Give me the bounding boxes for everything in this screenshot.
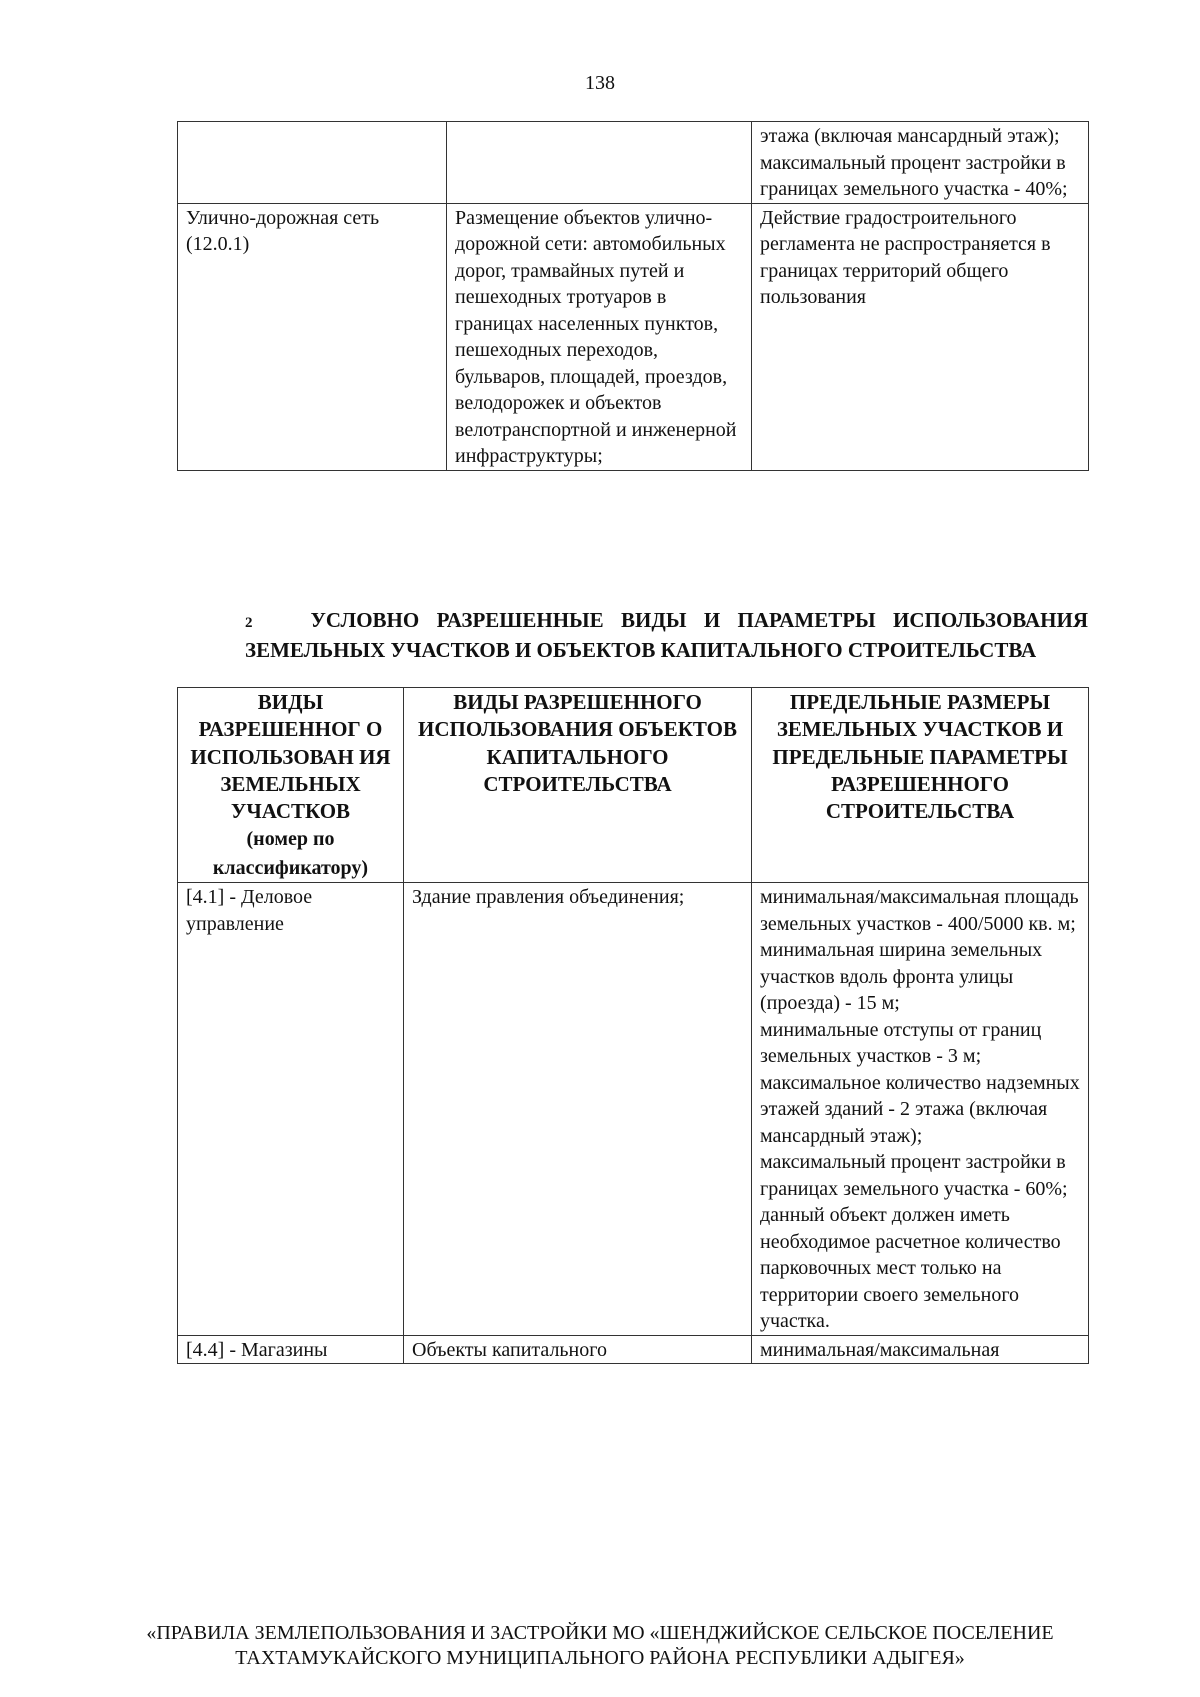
page-number: 138 <box>585 72 615 94</box>
table-cell <box>178 122 447 204</box>
table-cell: этажа (включая мансардный этаж); максимальный процент застройки в границах земельного участка - 40%; <box>752 122 1089 204</box>
table-row <box>178 122 1089 204</box>
table-header-row <box>178 688 1089 883</box>
table-conditional-uses <box>177 687 1089 1364</box>
table-cell: минимальная/максимальная <box>752 1335 1089 1364</box>
table-cell: [4.4] - Магазины <box>178 1335 404 1364</box>
table-cell: Здание правления объединения; <box>404 883 752 1336</box>
column-header: ВИДЫ РАЗРЕШЕННОГО ИСПОЛЬЗОВАНИЯ ОБЪЕКТОВ КАПИТАЛЬНОГО СТРОИТЕЛЬСТВА <box>404 688 752 883</box>
page-footer <box>0 1621 1200 1671</box>
section-title: УСЛОВНО РАЗРЕШЕННЫЕ ВИДЫ И ПАРАМЕТРЫ ИСПОЛЬЗОВАНИЯ ЗЕМЕЛЬНЫХ УЧАСТКОВ И ОБЪЕКТОВ КАПИТАЛЬНОГО СТРОИТЕЛЬСТВА <box>245 608 1088 662</box>
table-cell: Объекты капитального <box>404 1335 752 1364</box>
table-cell: минимальная/максимальная площадь земельных участков - 400/5000 кв. м; минимальная ширина земельных участков вдоль фронта улицы (проезда) - 15 м; минимальные отступы от границ земельных участков - 3 м; максимальное количество надземных этажей зданий - 2 этажа (включая мансардный этаж); максимальный процент застройки в границах земельного участка - 60%; данный объект должен иметь необходимое расчетное количество парковочных мест только на территории своего земельного участка. <box>752 883 1089 1336</box>
table-permitted-uses-continued <box>177 121 1089 471</box>
footer-line: «ПРАВИЛА ЗЕМЛЕПОЛЬЗОВАНИЯ И ЗАСТРОЙКИ МО «ШЕНДЖИЙСКОЕ СЕЛЬСКОЕ ПОСЕЛЕНИЕ <box>146 1622 1054 1644</box>
table-row <box>178 203 1089 470</box>
column-header-sub: (номер по классификатору) <box>212 828 369 879</box>
table-cell <box>447 122 752 204</box>
table-cell: Размещение объектов улично-дорожной сети: автомобильных дорог, трамвайных путей и пешеходных тротуаров в границах населенных пунктов, пешеходных переходов, бульваров, площадей, проездов, велодорожек и объектов велотранспортной и инженерной инфраструктуры; <box>447 203 752 470</box>
table-row <box>178 883 1089 1336</box>
column-header <box>178 688 404 883</box>
section-number: 2 <box>245 615 253 631</box>
section-heading <box>245 607 1088 664</box>
table-cell: Действие градостроительного регламента не распространяется в границах территорий общего пользования <box>752 203 1089 470</box>
table-cell: [4.1] - Деловое управление <box>178 883 404 1336</box>
column-header-main: ВИДЫ РАЗРЕШЕННОГ О ИСПОЛЬЗОВАН ИЯ ЗЕМЕЛЬНЫХ УЧАСТКОВ <box>190 690 391 824</box>
table-cell: Улично-дорожная сеть (12.0.1) <box>178 203 447 470</box>
table-row <box>178 1335 1089 1364</box>
footer-line: ТАХТАМУКАЙСКОГО МУНИЦИПАЛЬНОГО РАЙОНА РЕСПУБЛИКИ АДЫГЕЯ» <box>235 1647 965 1669</box>
column-header: ПРЕДЕЛЬНЫЕ РАЗМЕРЫ ЗЕМЕЛЬНЫХ УЧАСТКОВ И ПРЕДЕЛЬНЫЕ ПАРАМЕТРЫ РАЗРЕШЕННОГО СТРОИТЕЛЬСТВА <box>752 688 1089 883</box>
